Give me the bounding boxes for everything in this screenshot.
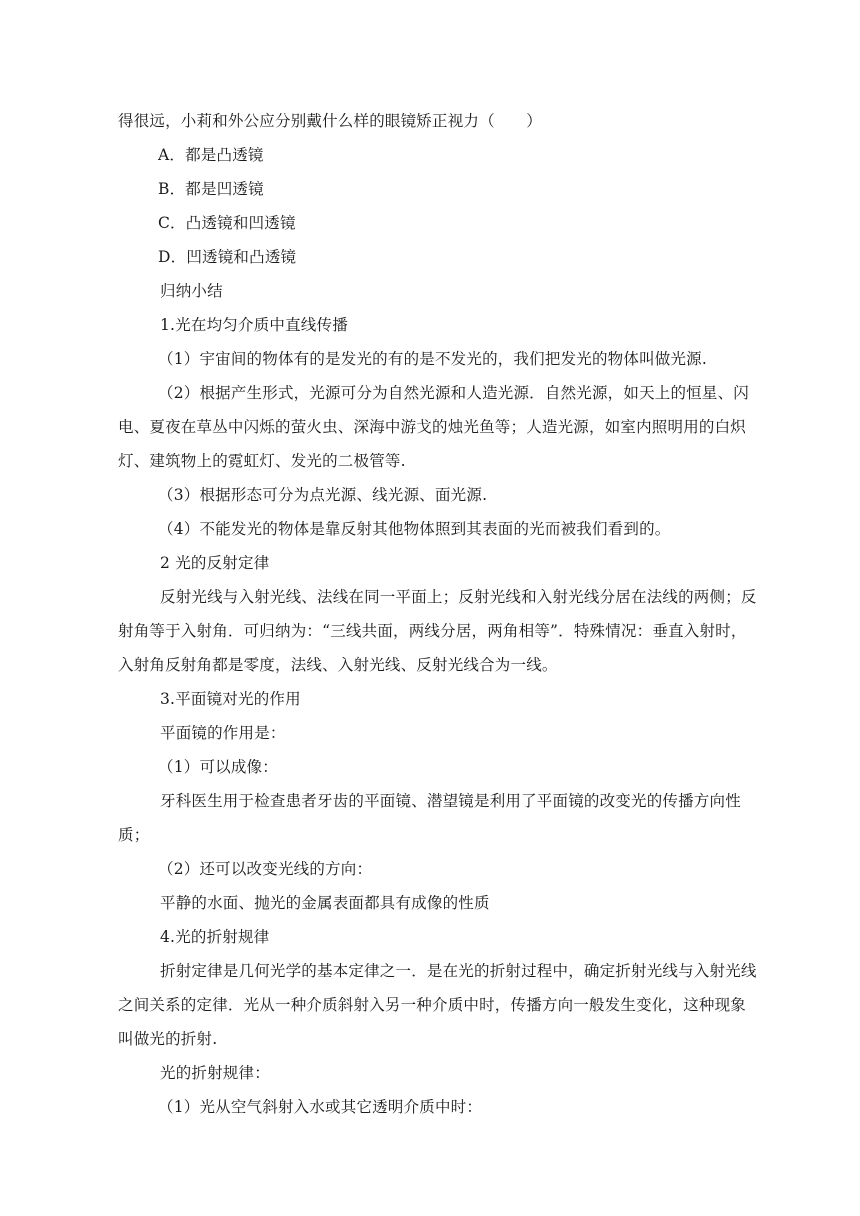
paragraph-line: （1）宇宙间的物体有的是发光的有的是不发光的，我们把发光的物体叫做光源. xyxy=(158,350,707,368)
paragraph-line: （1）可以成像： xyxy=(158,758,278,776)
paragraph-line: （4）不能发光的物体是靠反射其他物体照到其表面的光而被我们看到的。 xyxy=(158,520,671,538)
section-heading-2: 2 光的反射定律 xyxy=(160,554,270,572)
question-stem-line: 得很远，小莉和外公应分别戴什么样的眼镜矫正视力（ ） xyxy=(118,112,542,130)
paragraph-line: 光的折射规律： xyxy=(160,1064,270,1082)
paragraph-line: （2）还可以改变光线的方向： xyxy=(158,860,373,878)
paragraph-line: （1）光从空气斜射入水或其它透明介质中时： xyxy=(158,1098,483,1116)
paragraph-line: 牙科医生用于检查患者牙齿的平面镜、潜望镜是利用了平面镜的改变光的传播方向性 xyxy=(160,792,741,810)
option-b: B．都是凹透镜 xyxy=(158,180,264,198)
section-heading-summary: 归纳小结 xyxy=(160,282,223,300)
paragraph-line: 之间关系的定律．光从一种介质斜射入另一种介质中时，传播方向一般发生变化，这种现象 xyxy=(118,996,747,1014)
paragraph-line: 平面镜的作用是： xyxy=(160,724,286,742)
paragraph-line: 叫做光的折射. xyxy=(118,1030,218,1048)
section-heading-4: 4.光的折射规律 xyxy=(160,928,270,946)
paragraph-line: （3）根据形态可分为点光源、线光源、面光源. xyxy=(158,486,488,504)
paragraph-line: 折射定律是几何光学的基本定律之一．是在光的折射过程中，确定折射光线与入射光线 xyxy=(160,962,757,980)
option-a: A．都是凸透镜 xyxy=(158,146,264,164)
paragraph-line: 入射角反射角都是零度，法线、入射光线、反射光线合为一线。 xyxy=(118,656,558,674)
paragraph-line: 质； xyxy=(118,826,150,844)
paragraph-line: 电、夏夜在草丛中闪烁的萤火虫、深海中游戈的烛光鱼等；人造光源，如室内照明用的白炽 xyxy=(118,418,747,436)
option-d: D．凹透镜和凸透镜 xyxy=(158,248,297,266)
paragraph-line: 射角等于入射角．可归纳为：“三线共面，两线分居，两角相等”．特殊情况：垂直入射时， xyxy=(118,622,747,640)
section-heading-1: 1.光在均匀介质中直线传播 xyxy=(160,316,348,334)
paragraph-line: 灯、建筑物上的霓虹灯、发光的二极管等. xyxy=(118,452,406,470)
option-c: C．凸透镜和凹透镜 xyxy=(158,214,296,232)
paragraph-line: （2）根据产生形式，光源可分为自然光源和人造光源．自然光源，如天上的恒星、闪 xyxy=(158,384,749,402)
section-heading-3: 3.平面镜对光的作用 xyxy=(160,690,301,708)
paragraph-line: 反射光线与入射光线、法线在同一平面上；反射光线和入射光线分居在法线的两侧；反 xyxy=(160,588,757,606)
paragraph-line: 平静的水面、抛光的金属表面都具有成像的性质 xyxy=(160,894,490,912)
